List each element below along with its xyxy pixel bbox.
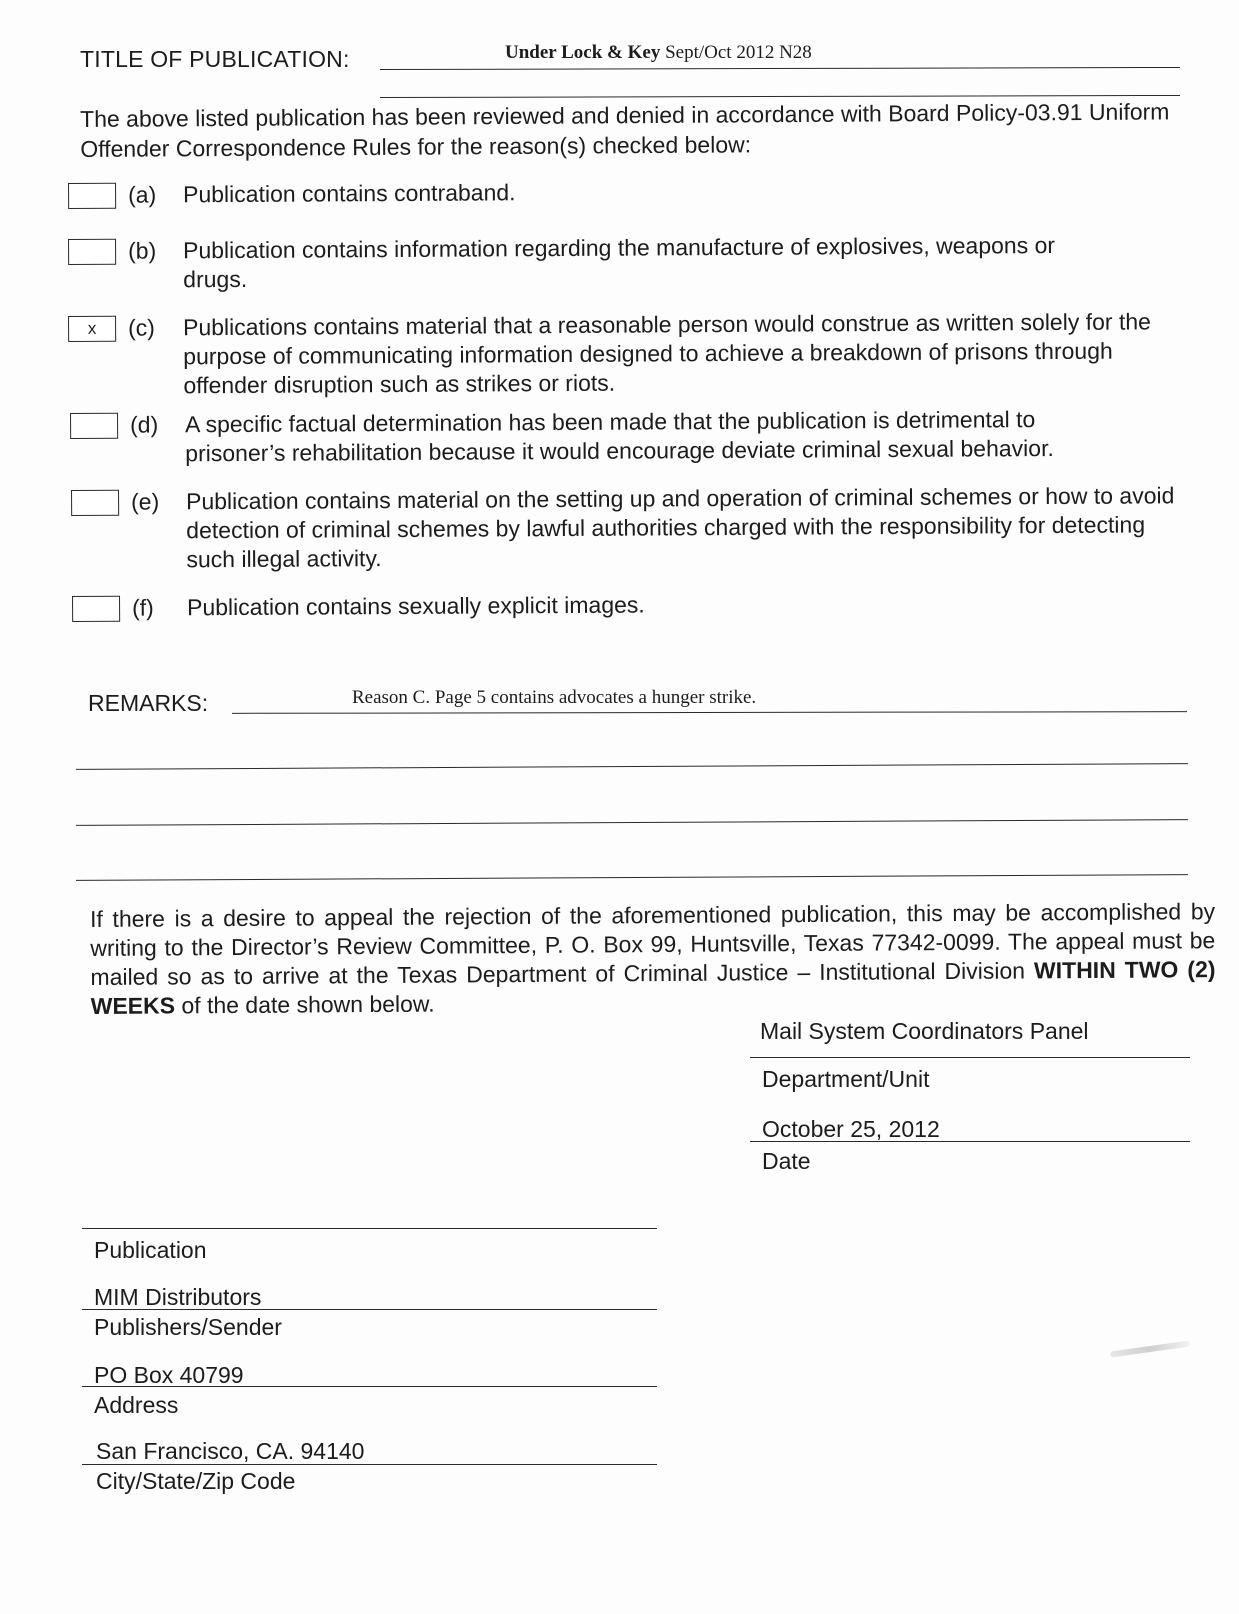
appeal-text: [90, 897, 1216, 1021]
reason-d-letter: (d): [130, 411, 159, 438]
reason-e-checkbox[interactable]: [71, 490, 119, 516]
city-label: City/State/Zip Code: [96, 1468, 296, 1494]
city-value[interactable]: San Francisco, CA. 94140: [96, 1438, 365, 1464]
reason-e-letter: (e): [131, 488, 160, 515]
remarks-value[interactable]: Reason C. Page 5 contains advocates a hunger strike.: [352, 687, 757, 708]
remarks-label: REMARKS:: [88, 690, 209, 716]
reason-b-letter: (b): [128, 237, 157, 264]
title-value-rest: Sept/Oct 2012 N28: [660, 42, 812, 63]
reason-e-text: Publication contains material on the setting up and operation of criminal schemes or how to avoid detection of criminal schemes by lawful authorities charged with the responsibility for detecting such illegal activity.: [186, 482, 1175, 573]
reason-b-checkbox[interactable]: [68, 239, 116, 265]
address-value[interactable]: PO Box 40799: [94, 1362, 244, 1388]
reason-d-text: A specific factual determination has been made that the publication is detrimental to prisoner’s rehabilitation because it would encourage deviate criminal sexual behavior.: [185, 406, 1054, 467]
city-line: [82, 1464, 657, 1465]
reason-a-checkbox[interactable]: [68, 183, 116, 209]
reason-f-letter: (f): [132, 594, 154, 621]
reason-c-checkbox[interactable]: x: [68, 316, 116, 342]
publication-line: [82, 1228, 657, 1229]
title-value-bold: Under Lock & Key: [505, 42, 661, 63]
remarks-line-2: [76, 763, 1188, 770]
date-line: [750, 1141, 1190, 1142]
date-label: Date: [762, 1148, 811, 1174]
date-value[interactable]: October 25, 2012: [762, 1116, 940, 1142]
remarks-line-3: [76, 819, 1188, 826]
appeal-text-after: of the date shown below.: [174, 990, 435, 1019]
title-label: TITLE OF PUBLICATION:: [80, 46, 350, 72]
reason-c-text: Publications contains material that a reasonable person would construe as written solely for the purpose of communicating information designed to achieve a breakdown of prisons through offender disruption such as strikes or riots.: [183, 308, 1151, 399]
publisher-label: Publishers/Sender: [94, 1314, 282, 1340]
reason-a-letter: (a): [128, 181, 157, 208]
publisher-line: [82, 1309, 657, 1310]
publisher-value[interactable]: MIM Distributors: [94, 1284, 262, 1310]
reason-c-letter: (c): [128, 314, 155, 341]
title-value[interactable]: [505, 42, 812, 64]
reason-f-checkbox[interactable]: [72, 596, 120, 622]
reason-d-checkbox[interactable]: [70, 413, 118, 439]
department-value[interactable]: Mail System Coordinators Panel: [760, 1018, 1089, 1044]
address-line: [82, 1386, 657, 1387]
remarks-line-1: [232, 711, 1187, 714]
appeal-text-before: If there is a desire to appeal the rejection of the aforementioned publication, this may be accomplished by writing to the Director’s Review Committee, P. O. Box 99, Huntsville, Texas 77342-0099. The appeal must be mailed so as to arrive at the Texas Department of Criminal Justice – Institutional Division: [90, 898, 1216, 990]
reason-a-text: Publication contains contraband.: [183, 179, 516, 208]
address-label: Address: [94, 1392, 179, 1418]
title-underline: [380, 67, 1180, 70]
department-label: Department/Unit: [762, 1066, 930, 1092]
appeal-deadline: WITHIN TWO (2) WEEKS: [90, 956, 1216, 1019]
publication-label: Publication: [94, 1237, 207, 1263]
reason-f-text: Publication contains sexually explicit images.: [187, 591, 645, 621]
intro-text: The above listed publication has been reviewed and denied in accordance with Board Policy-03.91 Uniform Offender Correspondence Rules for the reason(s) checked below:: [80, 98, 1170, 162]
department-line: [750, 1057, 1190, 1058]
remarks-line-4: [76, 874, 1188, 881]
reason-b-text: Publication contains information regarding the manufacture of explosives, weapons or drugs.: [183, 231, 1056, 293]
scan-smudge: [1110, 1340, 1190, 1357]
